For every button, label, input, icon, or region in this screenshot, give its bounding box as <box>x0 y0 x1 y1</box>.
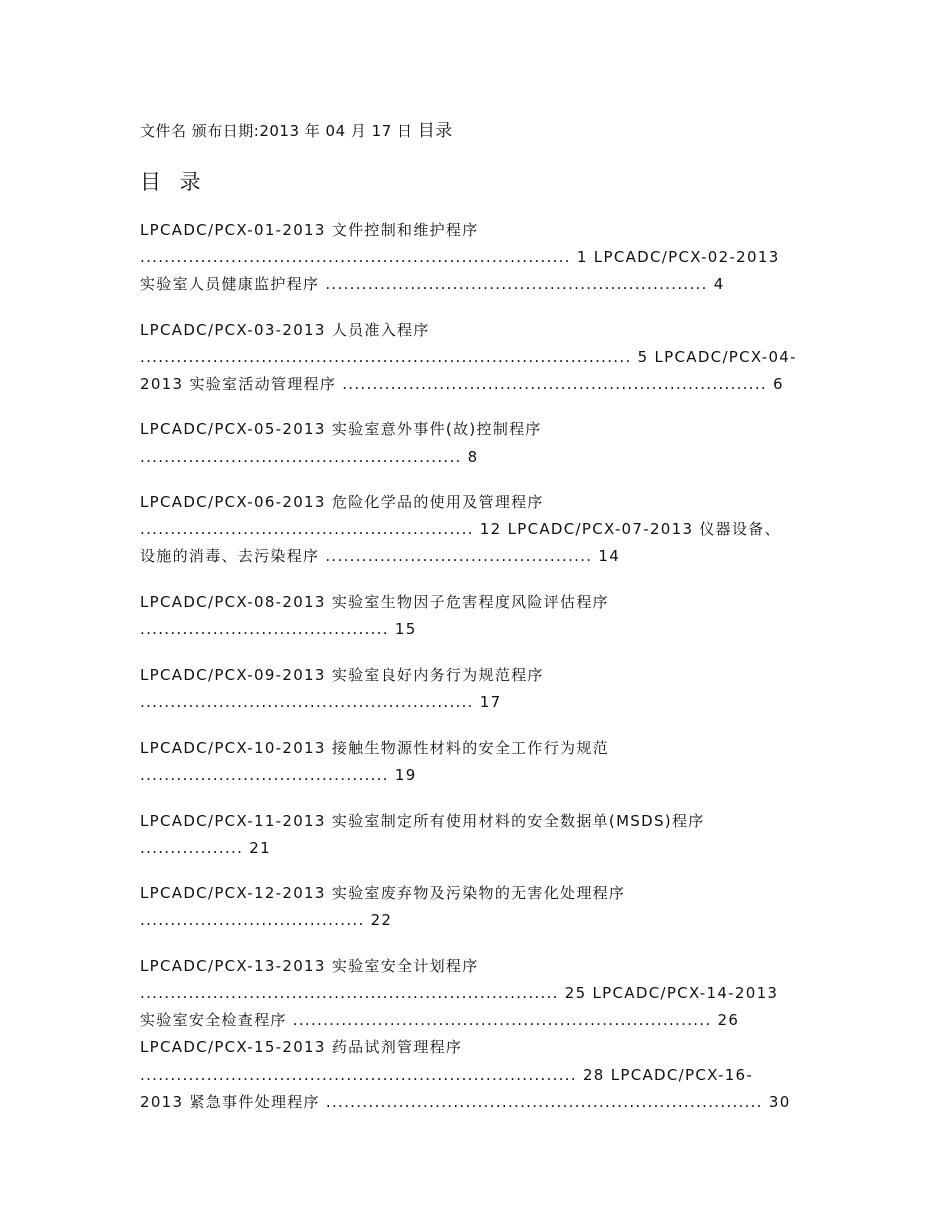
toc-entry-line: 实验室人员健康监护程序 ............................................................... 4 <box>140 275 725 293</box>
toc-entry-line: ....................................................... 17 <box>140 693 502 711</box>
document-header <box>140 116 453 141</box>
toc-entry-line: 设施的消毒、去污染程序 ............................................ 14 <box>140 547 621 565</box>
toc-entry-line: ................. 21 <box>140 839 271 857</box>
toc-entry-line: LPCADC/PCX-12-2013 实验室废弃物及污染物的无害化处理程序 <box>140 884 626 902</box>
toc-entry-line: LPCADC/PCX-03-2013 人员准入程序 <box>140 321 430 339</box>
toc-entry-line: LPCADC/PCX-11-2013 实验室制定所有使用材料的安全数据单(MSDS)程序 <box>140 812 705 830</box>
toc-entry-line: LPCADC/PCX-09-2013 实验室良好内务行为规范程序 <box>140 666 544 684</box>
toc-entry-line: ..................................................................... 25 LPCADC/PCX-14-2013 <box>140 984 779 1002</box>
toc-entry-line: 2013 实验室活动管理程序 ...................................................................... 6 <box>140 375 784 393</box>
header-label: 文件名 颁布日期:2013 年 04 月 17 日 <box>140 122 413 140</box>
toc-entry-line: ....................................................................... 1 LPCADC/PCX-02-2013 <box>140 248 780 266</box>
toc-entry-line: ................................................................................. 5 LPCADC/PCX-04- <box>140 348 797 366</box>
toc-entry-line: ......................................... 15 <box>140 620 417 638</box>
toc-entry-line: LPCADC/PCX-06-2013 危险化学品的使用及管理程序 <box>140 493 544 511</box>
toc-entry-line: LPCADC/PCX-05-2013 实验室意外事件(故)控制程序 <box>140 420 542 438</box>
toc-entry-line: LPCADC/PCX-01-2013 文件控制和维护程序 <box>140 221 479 239</box>
toc-entry-line: ........................................................................ 28 LPCADC/PCX-16- <box>140 1066 754 1084</box>
header-catalog: 目录 <box>417 121 453 141</box>
toc-entry-line: 2013 紧急事件处理程序 ........................................................................ 30 <box>140 1093 791 1111</box>
toc-entry-line: LPCADC/PCX-15-2013 药品试剂管理程序 <box>140 1038 463 1056</box>
toc-entry-line: 实验室安全检查程序 ..................................................................... 26 <box>140 1011 740 1029</box>
toc-entry-line: LPCADC/PCX-08-2013 实验室生物因子危害程度风险评估程序 <box>140 593 609 611</box>
toc-title: 目 录 <box>140 170 207 194</box>
toc-entry-line: ....................................................... 12 LPCADC/PCX-07-2013 仪器设备、 <box>140 520 781 538</box>
toc-entry-line: ..................................... 22 <box>140 911 393 929</box>
toc-entry-line: ......................................... 19 <box>140 766 417 784</box>
toc-entry-line: LPCADC/PCX-13-2013 实验室安全计划程序 <box>140 957 479 975</box>
toc-entry-line: ..................................................... 8 <box>140 448 479 466</box>
toc-entry-line: LPCADC/PCX-10-2013 接触生物源性材料的安全工作行为规范 <box>140 739 609 757</box>
